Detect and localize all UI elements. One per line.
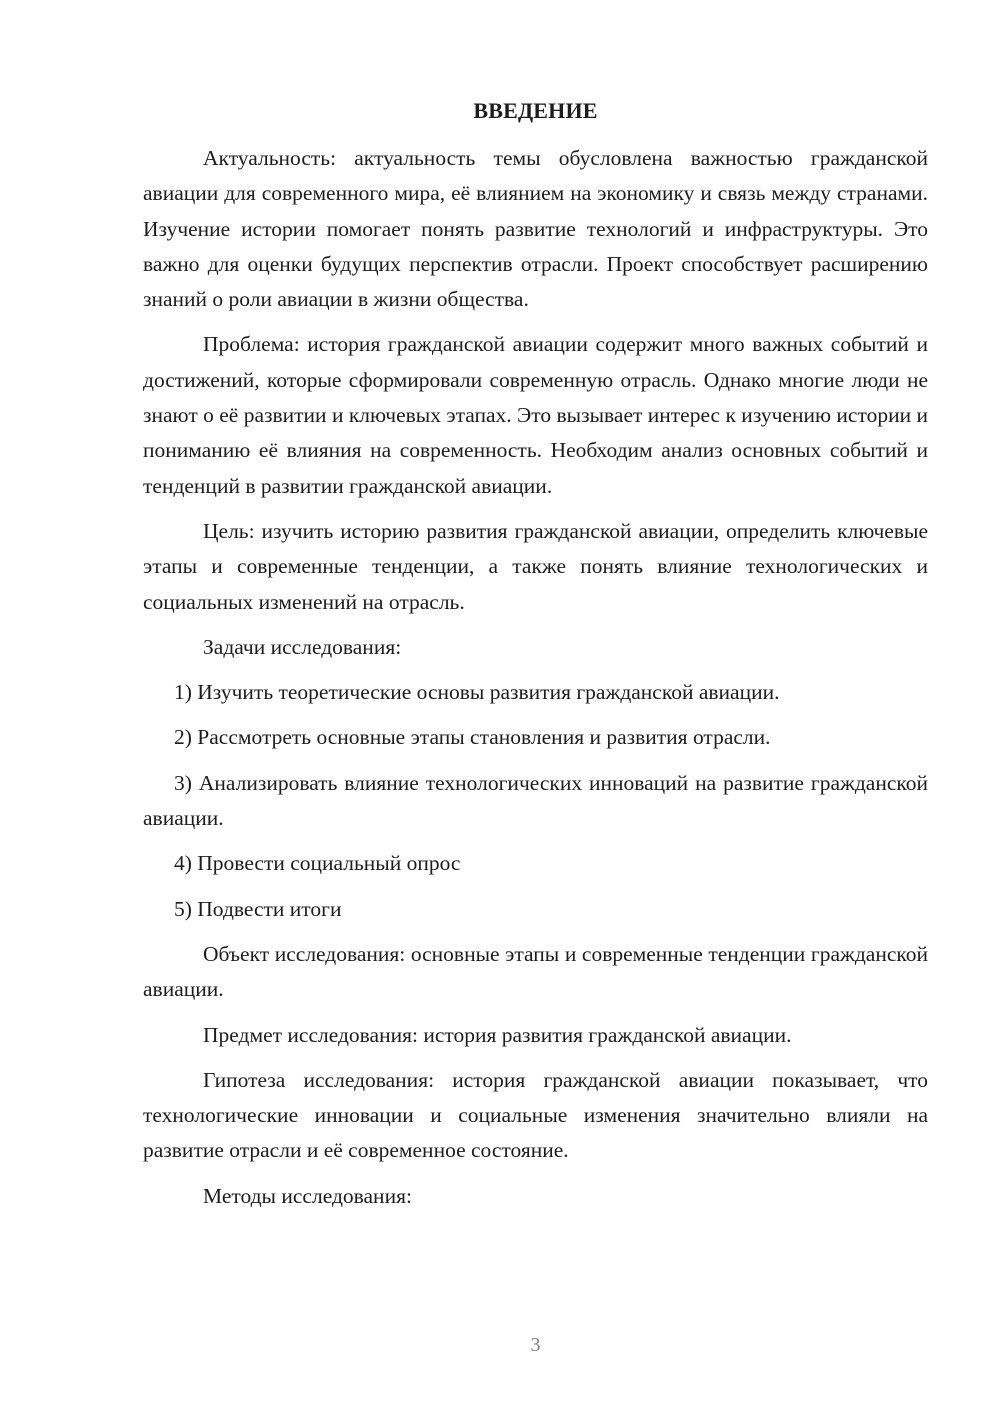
paragraph-goal: Цель: изучить историю развития гражданской авиации, определить ключевые этапы и современные тенденции, а также понять влияние технологических и социальных изменений на отрасль. [143,518,928,614]
document-body [143,141,928,1224]
task-item-3: 3) Анализировать влияние технологических инноваций на развитие гражданской авиации. [143,770,928,831]
paragraph-problem: Проблема: история гражданской авиации содержит много важных событий и достижений, которые сформировали современную отрасль. Однако многие люди не знают о её развитии и ключевых этапах. Это вызывает интерес к изучению истории и пониманию её влияния на современность. Необходим анализ основных событий и тенденций в развитии гражданской авиации. [143,332,928,498]
paragraph-hypothesis: Гипотеза исследования: история гражданской авиации показывает, что технологические инновации и социальные изменения значительно влияли на развитие отрасли и её современное состояние. [143,1067,928,1163]
task-item-4: 4) Провести социальный опрос [174,851,461,876]
methods-heading: Методы исследования: [203,1183,412,1208]
paragraph-object: Объект исследования: основные этапы и современные тенденции гражданской авиации. [143,941,928,1002]
page-heading: ВВЕДЕНИЕ [473,98,598,123]
paragraph-subject: Предмет исследования: история развития гражданской авиации. [203,1022,792,1047]
page-number: 3 [530,1334,541,1356]
paragraph-relevance: Актуальность: актуальность темы обусловлена важностью гражданской авиации для современного мира, её влиянием на экономику и связь между странами. Изучение истории помогает понять развитие технологий и инфраструктуры. Это важно для оценки будущих перспектив отрасли. Проект способствует расширению знаний о роли авиации в жизни общества. [143,146,928,312]
tasks-heading: Задачи исследования: [203,634,402,659]
document-page [143,0,928,1414]
task-item-5: 5) Подвести итоги [174,896,342,921]
task-item-1: 1) Изучить теоретические основы развития гражданской авиации. [174,680,780,705]
task-item-2: 2) Рассмотреть основные этапы становления и развития отрасли. [174,725,771,750]
